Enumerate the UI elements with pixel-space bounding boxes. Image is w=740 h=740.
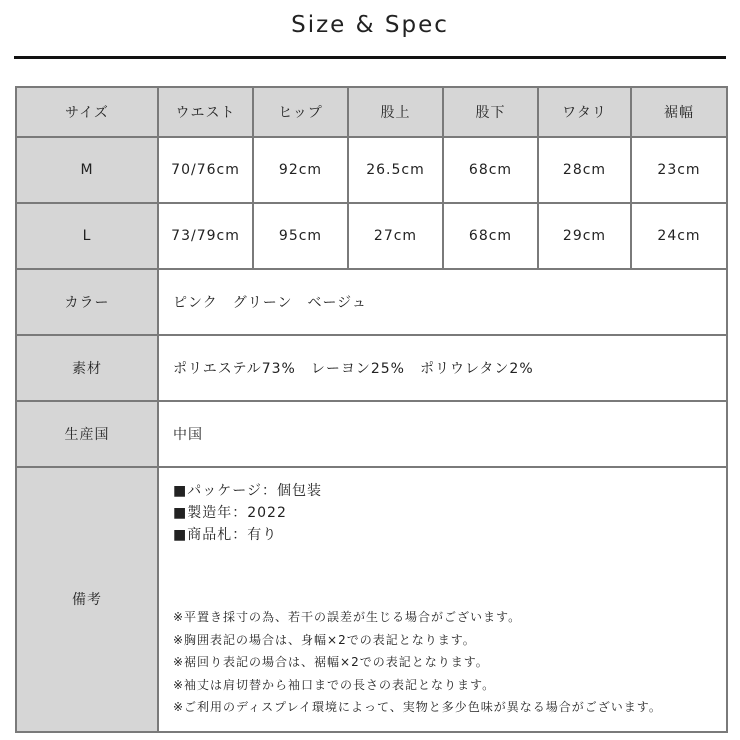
material-row	[16, 335, 727, 401]
cell: 27cm	[348, 203, 443, 269]
table-row	[16, 137, 727, 203]
table-row	[16, 203, 727, 269]
header-thigh: ワタリ	[538, 87, 631, 137]
header-row	[16, 87, 727, 137]
color-value: ピンク グリーン ベージュ	[158, 269, 727, 335]
remark-note: ※裾回り表記の場合は、裾幅×2での表記となります。	[173, 655, 489, 669]
cell: 68cm	[443, 203, 538, 269]
remarks-content	[158, 467, 727, 732]
cell: 95cm	[253, 203, 348, 269]
cell: 26.5cm	[348, 137, 443, 203]
origin-label: 生産国	[16, 401, 158, 467]
origin-value: 中国	[158, 401, 727, 467]
header-rise: 股上	[348, 87, 443, 137]
size-spec-table	[15, 86, 728, 733]
cell: 70/76cm	[158, 137, 253, 203]
cell: 28cm	[538, 137, 631, 203]
title-divider	[14, 56, 726, 59]
header-inseam: 股下	[443, 87, 538, 137]
remark-item: ■パッケージ：個包装	[173, 483, 322, 499]
material-value: ポリエステル73% レーヨン25% ポリウレタン2%	[158, 335, 727, 401]
remark-note: ※胸囲表記の場合は、身幅×2での表記となります。	[173, 632, 476, 647]
remark-note: ※袖丈は肩切替から袖口までの長さの表記となります。	[173, 677, 496, 692]
remarks-label: 備考	[16, 467, 158, 732]
remark-item: ■製造年：2022	[173, 505, 287, 521]
cell: 24cm	[631, 203, 727, 269]
header-hem: 裾幅	[631, 87, 727, 137]
cell: 73/79cm	[158, 203, 253, 269]
cell: 68cm	[443, 137, 538, 203]
remark-note: ※平置き採寸の為、若干の誤差が生じる場合がございます。	[173, 610, 522, 624]
page-title: Size & Spec	[291, 12, 449, 38]
cell: 92cm	[253, 137, 348, 203]
size-label: M	[16, 137, 158, 203]
size-label: L	[16, 203, 158, 269]
header-waist: ウエスト	[158, 87, 253, 137]
header-hip: ヒップ	[253, 87, 348, 137]
cell: 23cm	[631, 137, 727, 203]
color-label: カラー	[16, 269, 158, 335]
remark-item: ■商品札：有り	[173, 527, 278, 543]
remarks-row	[16, 467, 727, 732]
cell: 29cm	[538, 203, 631, 269]
origin-row	[16, 401, 727, 467]
header-size: サイズ	[16, 87, 158, 137]
material-label: 素材	[16, 335, 158, 401]
color-row	[16, 269, 727, 335]
remark-note: ※ご利用のディスプレイ環境によって、実物と多少色味が異なる場合がございます。	[173, 700, 662, 714]
